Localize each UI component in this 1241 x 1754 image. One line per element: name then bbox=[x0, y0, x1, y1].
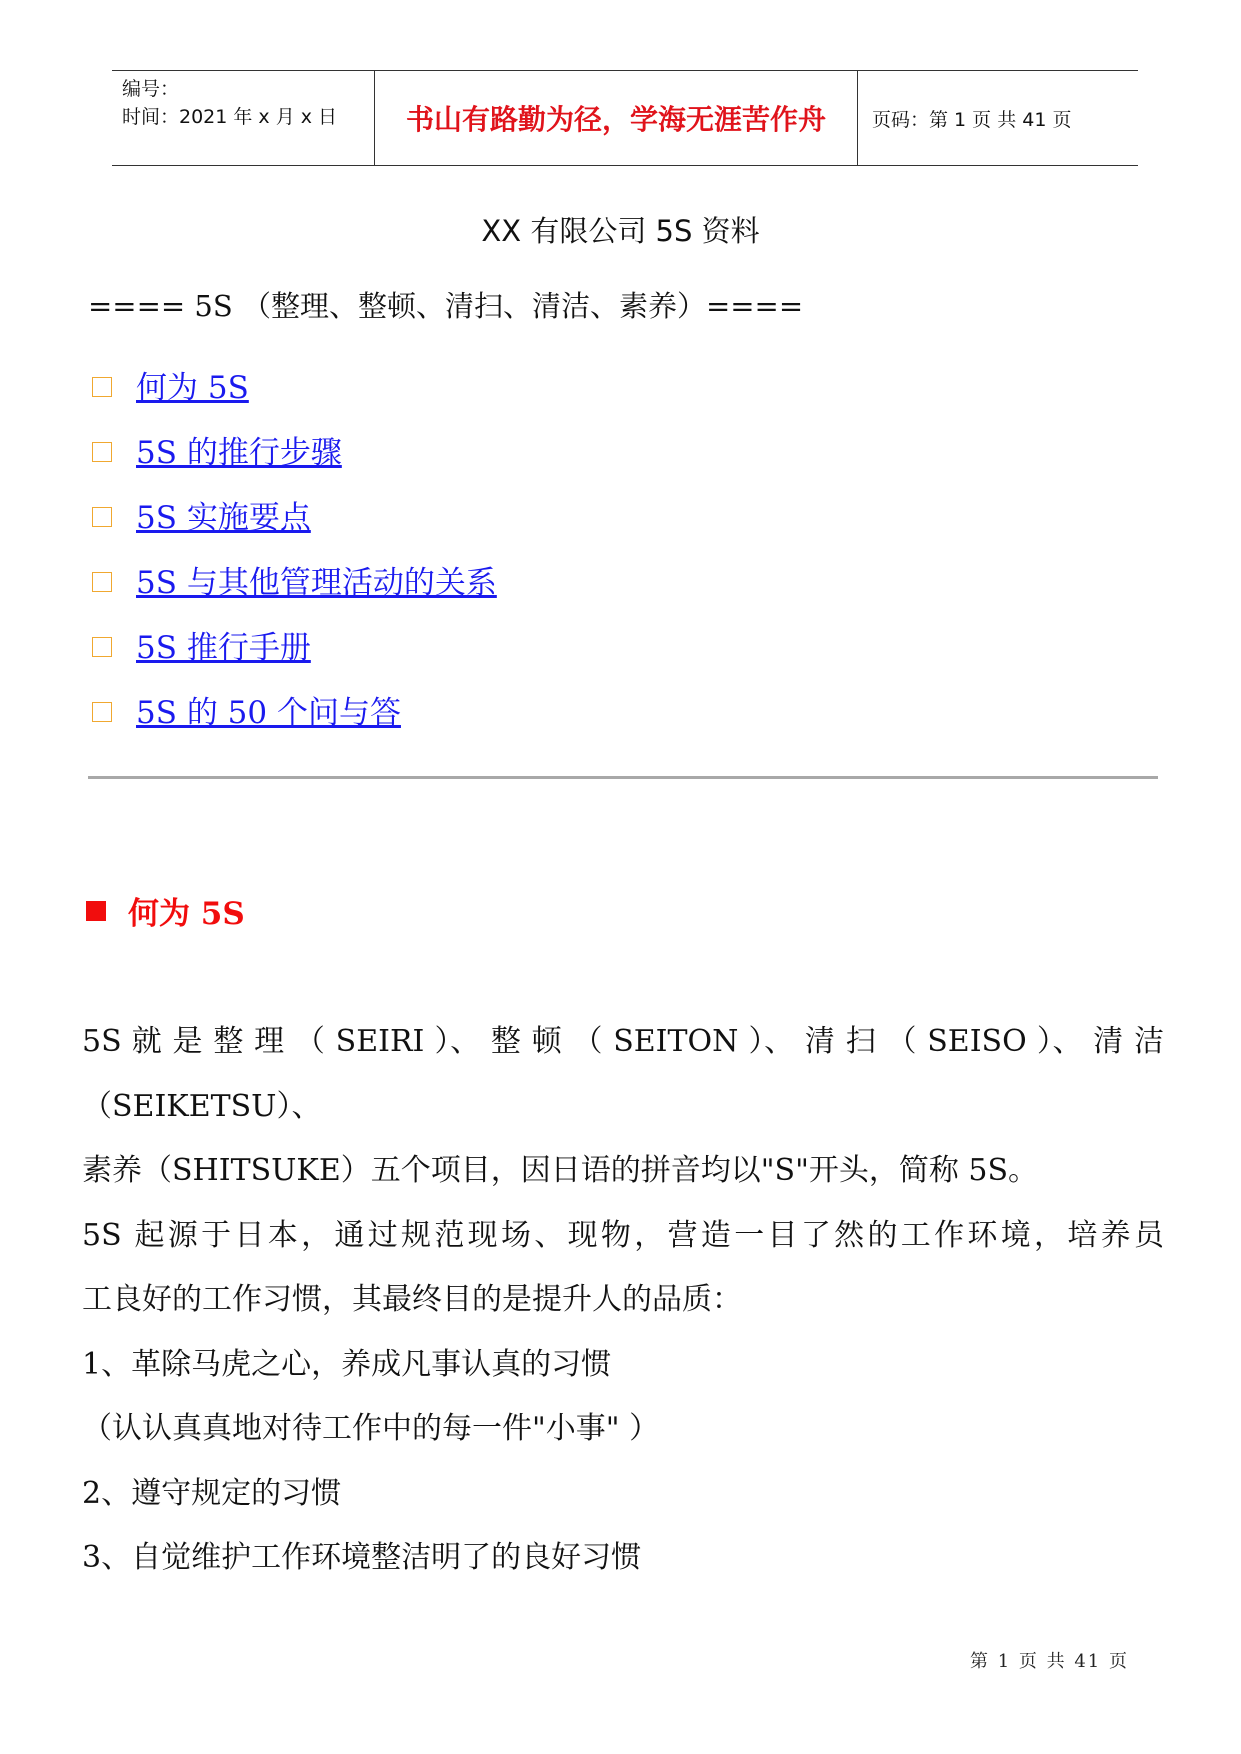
header-meta bbox=[122, 75, 372, 131]
section-title: 何为 5S bbox=[128, 896, 245, 932]
document-number-label: 编号： bbox=[122, 78, 180, 100]
checkbox-icon bbox=[92, 637, 112, 657]
toc-link-5s-qa[interactable]: 5S 的 50 个问与答 bbox=[136, 695, 401, 731]
toc-item bbox=[92, 352, 497, 417]
horizontal-divider bbox=[88, 776, 1158, 779]
toc-item bbox=[92, 677, 497, 742]
body-paragraph: （认认真真地对待工作中的每一件"小事" ） bbox=[82, 1411, 660, 1446]
body-paragraph: 3、自觉维护工作环境整洁明了的良好习惯 bbox=[82, 1540, 642, 1575]
body-paragraph: 1、革除马虎之心，养成凡事认真的习惯 bbox=[82, 1346, 612, 1382]
body-paragraph: 5S 起源于日本，通过规范现场、现物，营造一目了然的工作环境，培养员 bbox=[82, 1217, 1164, 1253]
toc-item bbox=[92, 482, 497, 547]
header-page-info: 页码：第 1 页 共 41 页 bbox=[872, 108, 1072, 131]
toc-item bbox=[92, 547, 497, 612]
body-paragraph: 2、遵守规定的习惯 bbox=[82, 1475, 342, 1511]
body-paragraph: 工良好的工作习惯，其最终目的是提升人的品质： bbox=[82, 1282, 742, 1317]
checkbox-icon bbox=[92, 702, 112, 722]
page-header bbox=[112, 70, 1138, 166]
header-motto: 书山有路勤为径，学海无涯苦作舟 bbox=[405, 103, 826, 136]
toc-link-5s-manual[interactable]: 5S 推行手册 bbox=[136, 630, 311, 666]
checkbox-icon bbox=[92, 377, 112, 397]
checkbox-icon bbox=[92, 507, 112, 527]
toc-link-what-is-5s[interactable]: 何为 5S bbox=[136, 370, 249, 406]
toc-item bbox=[92, 612, 497, 677]
section-heading bbox=[86, 888, 245, 933]
body-paragraph: 5S 就 是 整 理 （ SEIRI ）、 整 顿 （ SEITON ）、 清 扫 （ SEISO ）、 清 洁 bbox=[82, 1024, 1164, 1059]
page-footer: 第 1 页 共 41 页 bbox=[970, 1651, 1129, 1672]
checkbox-icon bbox=[92, 572, 112, 592]
section-body bbox=[82, 1010, 1164, 1591]
toc-link-5s-steps[interactable]: 5S 的推行步骤 bbox=[136, 435, 342, 471]
document-subtitle: ==== 5S （整理、整顿、清扫、清洁、素养）==== bbox=[88, 289, 804, 323]
document-date: 时间：2021 年 x 月 x 日 bbox=[122, 106, 338, 128]
header-motto-cell bbox=[374, 71, 858, 165]
toc-link-5s-relations[interactable]: 5S 与其他管理活动的关系 bbox=[136, 565, 497, 601]
red-square-bullet-icon bbox=[86, 901, 106, 921]
body-paragraph: （SEIKETSU）、 bbox=[82, 1088, 322, 1124]
toc-item bbox=[92, 417, 497, 482]
document-title: XX 有限公司 5S 资料 bbox=[481, 214, 760, 248]
toc-link-5s-key-points[interactable]: 5S 实施要点 bbox=[136, 500, 311, 536]
body-paragraph: 素养（SHITSUKE）五个项目，因日语的拼音均以"S"开头，简称 5S。 bbox=[82, 1153, 1039, 1188]
table-of-contents bbox=[92, 352, 497, 742]
checkbox-icon bbox=[92, 442, 112, 462]
